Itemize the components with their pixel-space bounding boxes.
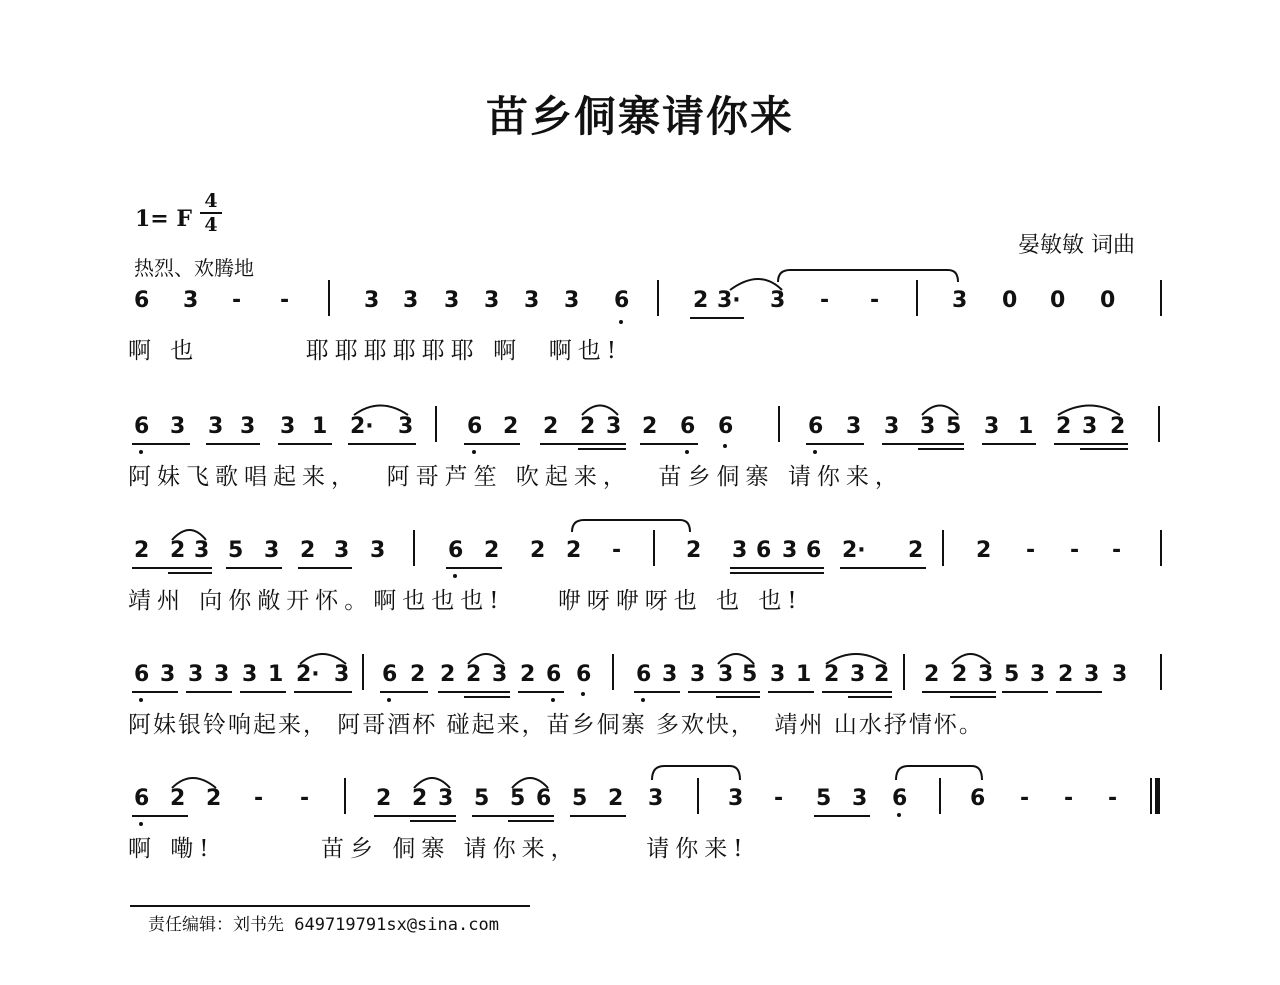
notes-row-2: 6 3 3 3 3 1 2· 3 6 2 2 2 3 2 6 6 6 3 3 3 5 3 1 2 3 2 bbox=[134, 414, 1126, 439]
time-signature-top: 4 bbox=[204, 190, 218, 212]
author-credit: 晏敏敏 词曲 bbox=[1018, 233, 1135, 258]
song-title: 苗乡侗寨请你来 bbox=[485, 92, 794, 141]
lyrics-row-2: 阿妹飞歌唱起来， 阿哥芦笙 吹起来， 苗乡侗寨 请你来， bbox=[128, 464, 904, 490]
notes-row-4: 6 3 3 3 3 1 2· 3 6 2 2 2 3 2 6 6 6 3 3 3 5 3 1 2 3 2 2 2 3 5 3 2 3 3 bbox=[134, 662, 1128, 687]
notes-row-1: 6 3 - - 3 3 3 3 3 3 6 2 3· 3 - - 3 0 0 0 bbox=[134, 288, 1116, 313]
lyrics-row-3: 靖州 向你敞开怀。啊也也也! 咿呀咿呀也 也 也! bbox=[128, 588, 803, 614]
notes-row-5: 6 2 2 - - 2 2 3 5 5 6 5 2 3 3 - 5 3 6 6 - - - bbox=[134, 786, 1118, 811]
lyrics-row-4: 阿妹银铃响起来， 阿哥酒杯 碰起来，苗乡侗寨 多欢快， 靖州 山水抒情怀。 bbox=[128, 712, 984, 738]
notes-row-3: 2 2 3 5 3 2 3 3 6 2 2 2 - 2 3 6 3 6 2· 2 2 - - - bbox=[134, 538, 1122, 563]
key-signature: 1= F bbox=[135, 206, 193, 232]
lyrics-row-5: 啊 嘞! 苗乡 侗寨 请你来， 请你来! bbox=[128, 836, 749, 862]
tempo-marking: 热烈、欢腾地 bbox=[134, 256, 254, 280]
time-signature-bottom: 4 bbox=[204, 214, 218, 236]
editor-credit: 责任编辑：刘书先 649719791sx@sina.com bbox=[148, 915, 499, 935]
lyrics-row-1: 啊 也 耶耶耶耶耶耶 啊 啊也! bbox=[128, 338, 622, 364]
footer-divider bbox=[130, 905, 530, 907]
